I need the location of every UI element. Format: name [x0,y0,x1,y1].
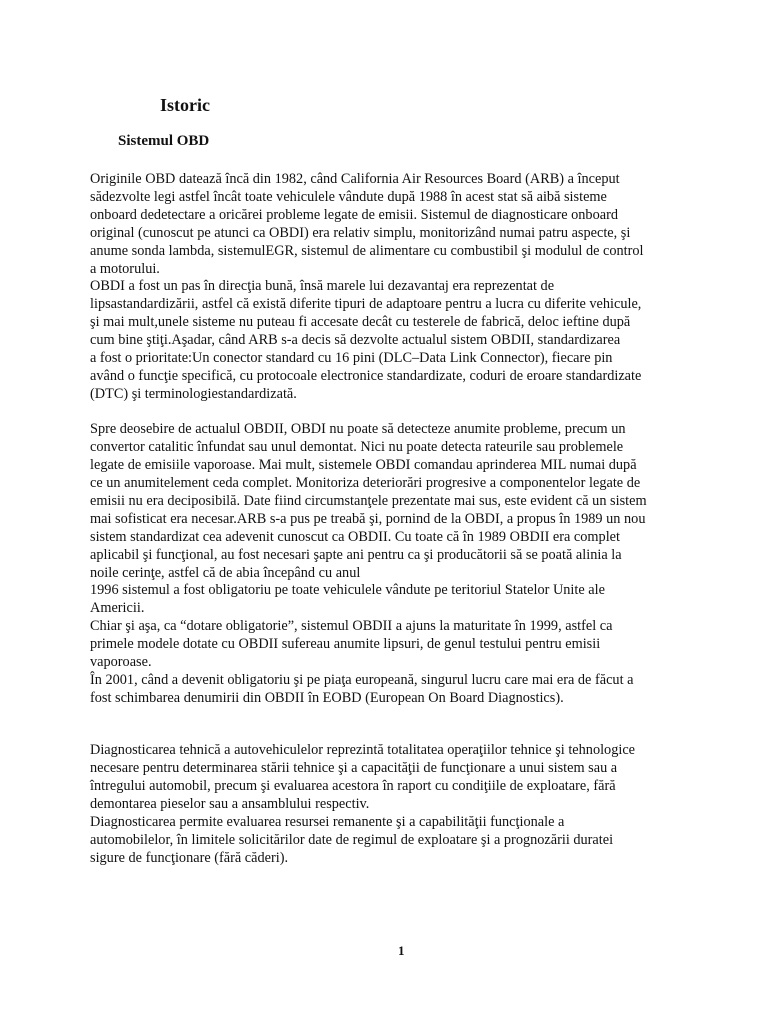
text-line: legate de emisiile vaporoase. Mai mult, sistemele OBDI comandau aprinderea MIL numai după [90,457,637,473]
text-line: Chiar şi aşa, ca “dotare obligatorie”, sistemul OBDII a ajuns la maturitate în 1999, astfel ca [90,618,613,634]
page-number: 1 [398,943,405,958]
text-line: lipsastandardizării, astfel că există diferite tipuri de adaptoare pentru a lucra cu diferite vehicule, [90,296,642,312]
text-line: sistem standardizat cea adevenit cunoscut ca OBDII. Cu toate că în 1989 OBDII era complet [90,529,620,545]
text-line: necesare pentru determinarea stării tehnice şi a capacităţii de funcţionare a unui sistem sau a [90,760,618,776]
page-title: Istoric [160,95,210,115]
text-line: sădezvolte legi astfel încât toate vehiculele vândute după 1988 în acest stat să aibă sisteme [90,189,607,205]
text-line: Diagnosticarea tehnică a autovehiculelor reprezintă totalitatea operaţiilor tehnice şi tehnologice [90,742,636,758]
text-line: mai sofisticat era necesar.ARB s-a pus pe treabă şi, pornind de la OBDI, a propus în 1989 un nou [90,511,646,527]
text-line: emisii nu era deciposibilă. Date fiind circumstanţele prezentate mai sus, este evident că un sistem [90,493,647,509]
text-line: Originile OBD datează încă din 1982, când California Air Resources Board (ARB) a început [90,171,620,187]
text-line: onboard dedetectare a oricărei probleme legate de emisii. Sistemul de diagnosticare onboard [90,207,618,223]
text-line: Diagnosticarea permite evaluarea resursei remanente şi a capabilităţii funcţionale a [90,814,565,830]
text-line: a motorului. [90,261,160,277]
text-line: Americii. [90,600,145,616]
text-line: anume sonda lambda, sistemulEGR, sistemul de alimentare cu combustibil şi modulul de control [90,243,644,259]
text-line: În 2001, când a devenit obligatoriu şi pe piaţa europeană, singurul lucru care mai era de făcut a [90,672,634,688]
text-line: aplicabil şi funcţional, au fost necesari şapte ani pentru ca şi producătorii să se poată alinia la [90,547,622,563]
text-line: original (cunoscut pe atunci ca OBDI) era relativ simplu, monitorizând numai patru aspecte, şi [90,225,631,241]
text-line: cum bine ştiţi.Aşadar, când ARB s-a decis să dezvolte actualul sistem OBDII, standardizarea [90,332,621,348]
text-line: fost schimbarea denumirii din OBDII în EOBD (European On Board Diagnostics). [90,690,564,706]
text-line: 1996 sistemul a fost obligatoriu pe toate vehiculele vândute pe teritoriul Statelor Unite ale [90,582,605,598]
text-line: OBDI a fost un pas în direcţia bună, însă marele lui dezavantaj era reprezentat de [90,278,555,294]
text-line: demontarea pieselor sau a ansamblului respectiv. [90,796,370,812]
text-line: sigure de funcţionare (fără căderi). [90,850,289,866]
text-line: având o funcţie specifică, cu protocoale electronice standardizate, coduri de eroare standardizate [90,368,642,384]
text-line: primele modele dotate cu OBDII sufereau anumite lipsuri, de genul testului pentru emisii [90,636,601,652]
text-line: (DTC) şi terminologiestandardizată. [90,386,297,402]
text-line: noile cerinţe, astfel că de abia începând cu anul [90,565,361,581]
section-title: Sistemul OBD [118,133,210,149]
text-line: şi mai mult,unele sisteme nu puteau fi accesate decât cu testerele de fabrică, deloc ieftine după [90,314,631,330]
text-line: ce un anumitelement ceda complet. Monitoriza deteriorări progresive a componentelor legate de [90,475,641,491]
text-line: convertor catalitic înfundat sau unul demontat. Nici nu poate detecta rateurile sau problemele [90,439,624,455]
text-line: întregului automobil, precum şi evaluarea acestora în raport cu condiţiile de exploatare, fără [90,778,616,794]
text-line: vaporoase. [90,654,152,670]
text-line: automobilelor, în limitele solicitărilor date de regimul de exploatare şi a prognozării duratei [90,832,614,848]
text-line: a fost o prioritate:Un conector standard cu 16 pini (DLC–Data Link Connector), fiecare pin [90,350,613,366]
text-line: Spre deosebire de actualul OBDII, OBDI nu poate să detecteze anumite probleme, precum un [90,421,626,437]
